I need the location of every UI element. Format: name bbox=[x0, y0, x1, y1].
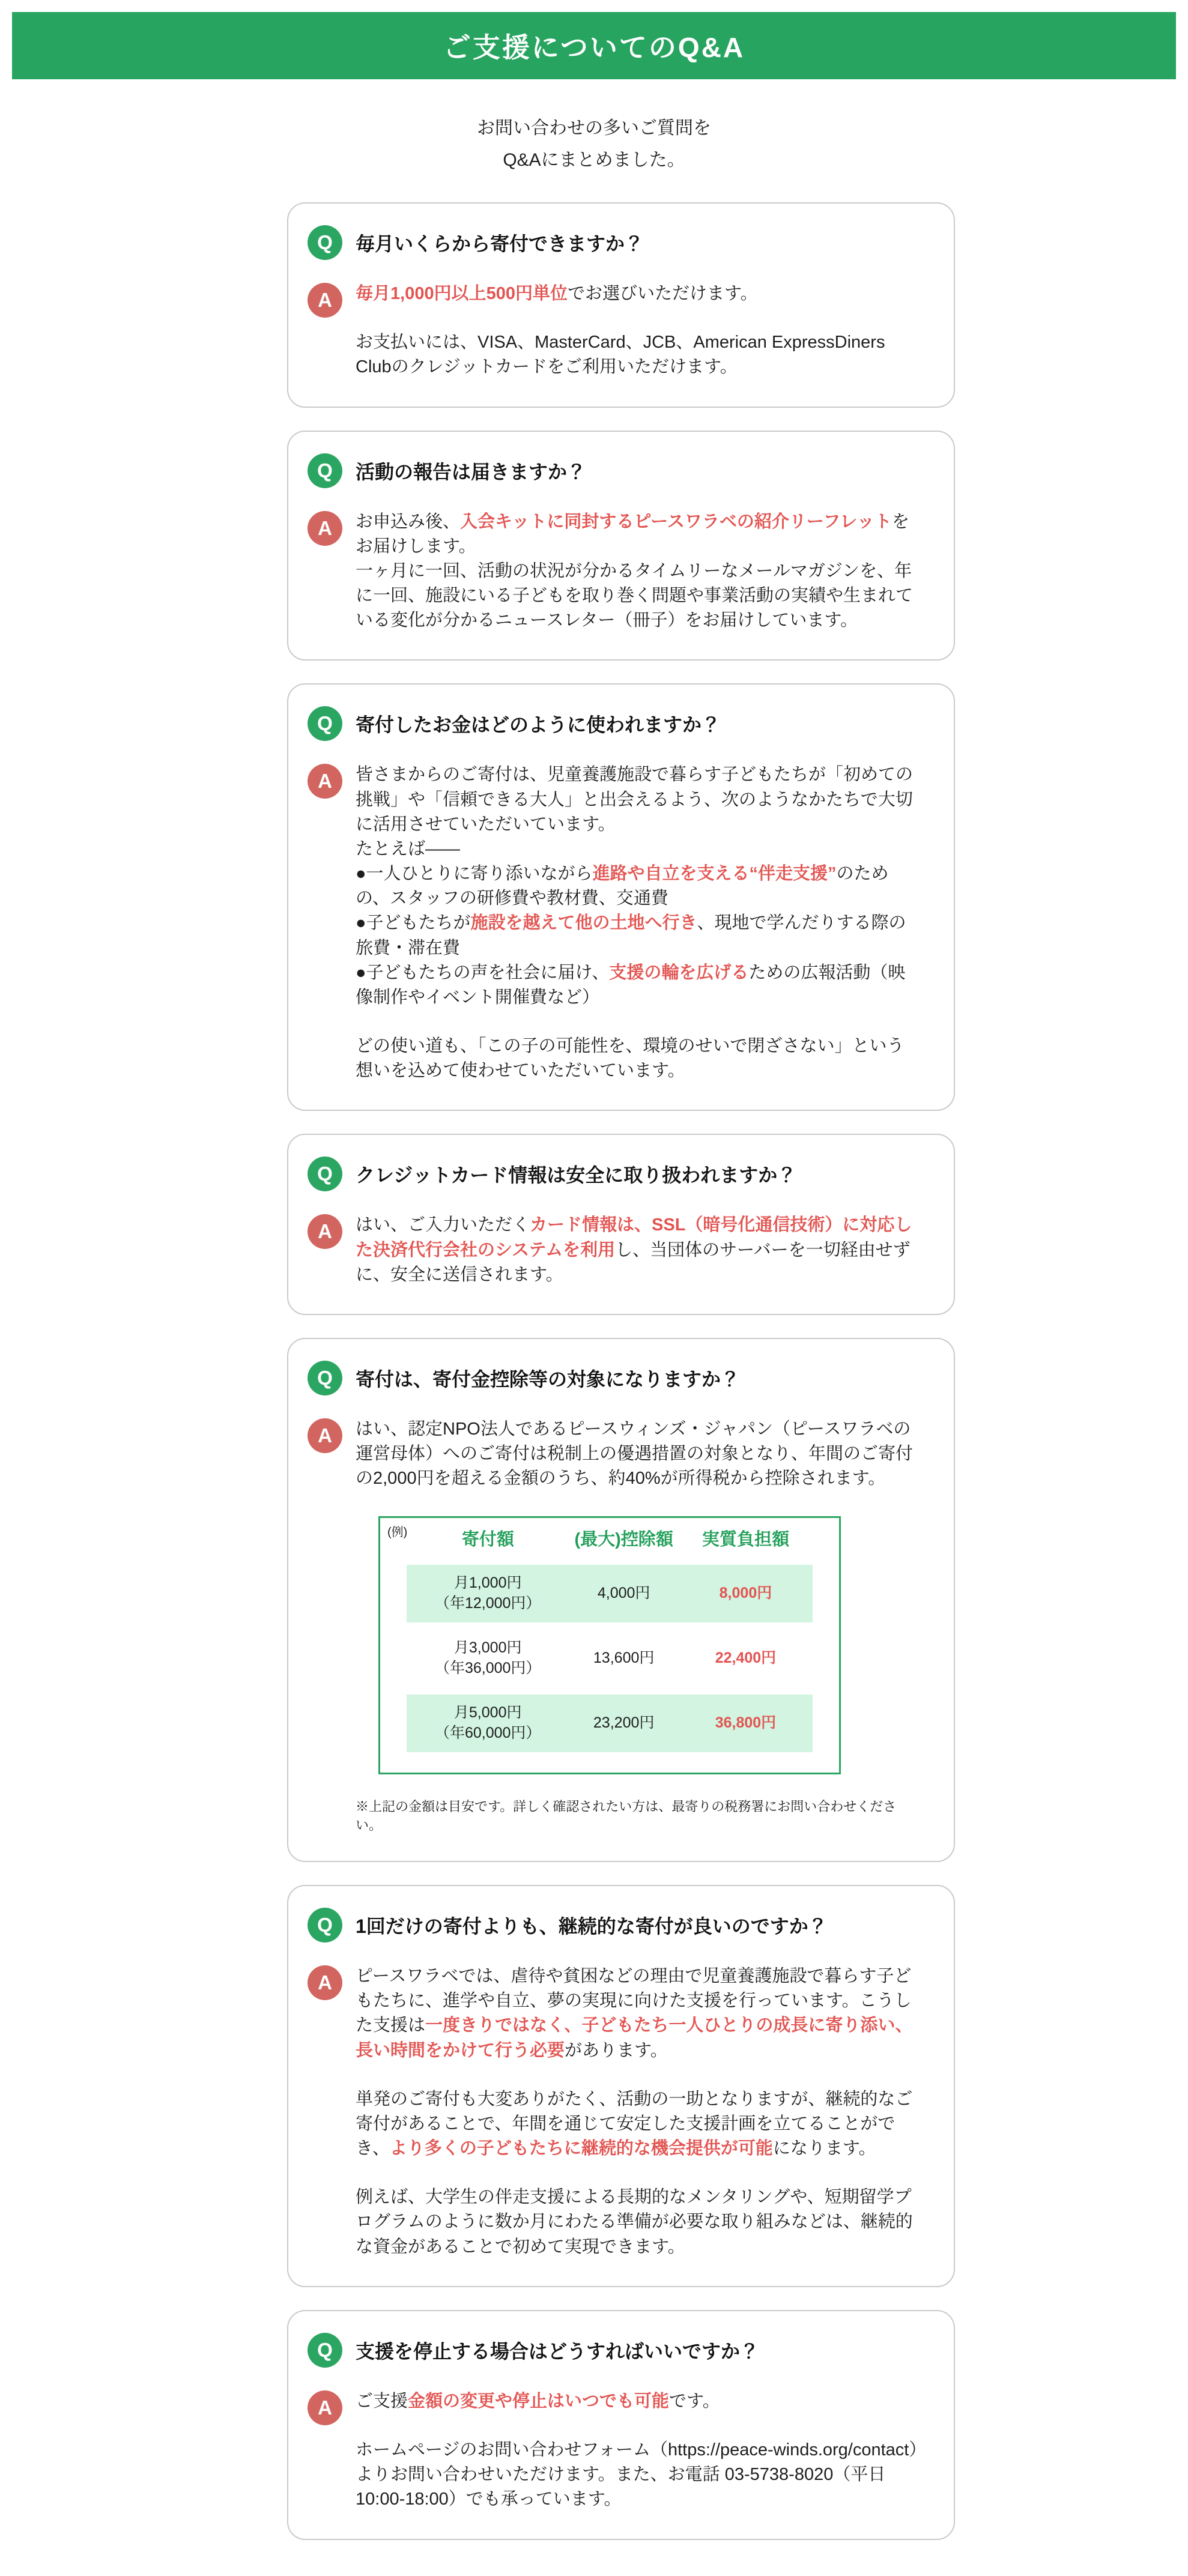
answer-text-run: ●子どもたちの声を社会に届け、 bbox=[356, 963, 610, 982]
answer-highlight-text: 入会キットに同封するピースワラベの紹介リーフレット bbox=[460, 512, 892, 531]
answer-text-run: です。 bbox=[669, 2391, 720, 2411]
yearly-amount: （年36,000円） bbox=[434, 1659, 541, 1677]
question-text: クレジットカード情報は安全に取り扱われますか？ bbox=[356, 1164, 797, 1187]
answer-text-run: お支払いには、VISA、MasterCard、JCB、American ExpressDiners Clubのクレジットカードをご利用いただけます。 bbox=[356, 333, 885, 377]
net-cost-cell: 36,800円 bbox=[715, 1714, 777, 1731]
answer-highlight-text: 毎月1,000円以上500円単位 bbox=[356, 284, 568, 303]
qa-card bbox=[287, 1885, 955, 2287]
answer-body bbox=[356, 2389, 920, 2512]
a-badge: A bbox=[308, 1418, 342, 1453]
answer-row bbox=[308, 510, 924, 633]
answer-row bbox=[308, 282, 924, 380]
q-badge: Q bbox=[308, 2333, 342, 2368]
answer-paragraph bbox=[356, 2185, 920, 2260]
intro-line-1: お問い合わせの多いご質問を bbox=[477, 118, 711, 138]
answer-paragraph bbox=[356, 2389, 920, 2414]
a-badge: A bbox=[308, 1965, 342, 2000]
answer-highlight-text: 進路や自立を支える“伴走支援” bbox=[592, 864, 837, 884]
answer-body bbox=[356, 1213, 920, 1287]
answer-text-run: のための、スタッフの研修費や教材費、交通費 bbox=[356, 864, 889, 909]
q-badge: Q bbox=[308, 1361, 342, 1395]
answer-text-run: ための広報活動（映像制作やイベント開催費など） bbox=[356, 963, 906, 1007]
yearly-amount: （年60,000円） bbox=[434, 1724, 541, 1741]
question-text: 1回だけの寄付よりも、継続的な寄付が良いのですか？ bbox=[356, 1915, 828, 1938]
q-badge: Q bbox=[308, 1156, 342, 1191]
answer-paragraph bbox=[356, 510, 920, 633]
q-badge: Q bbox=[308, 1908, 342, 1943]
qa-card bbox=[287, 1338, 955, 1862]
answer-text-run: ご支援 bbox=[356, 2391, 408, 2411]
answer-text-run: ●一人ひとりに寄り添いながら bbox=[356, 864, 593, 884]
table-footnote: ※上記の金額は目安です。詳しく確認されたい方は、最寄りの税務署にお問い合わせください。 bbox=[356, 1798, 897, 1833]
question-row bbox=[308, 225, 924, 260]
answer-highlight-text: 一度きりではなく、子どもたち一人ひとりの成長に寄り添い、長い時間をかけて行う必要 bbox=[356, 2016, 913, 2060]
answer-text-run: ●子どもたちが bbox=[356, 913, 471, 933]
q-badge: Q bbox=[308, 453, 342, 488]
question-row bbox=[308, 2333, 924, 2368]
donation-amount-cell bbox=[407, 1703, 569, 1744]
a-badge: A bbox=[308, 1214, 342, 1249]
question-row bbox=[308, 1908, 924, 1943]
question-text: 寄付したお金はどのように使われますか？ bbox=[356, 714, 721, 736]
qa-card bbox=[287, 1134, 955, 1315]
question-row bbox=[308, 706, 924, 741]
table-row bbox=[407, 1630, 813, 1687]
deduction-amount-cell: 23,200円 bbox=[593, 1714, 655, 1731]
deduction-amount-cell: 4,000円 bbox=[597, 1584, 650, 1601]
question-row bbox=[308, 453, 924, 488]
qa-card bbox=[287, 431, 955, 661]
answer-body bbox=[356, 1417, 920, 1834]
question-text: 活動の報告は届きますか？ bbox=[356, 461, 587, 483]
a-badge: A bbox=[308, 511, 342, 546]
answer-text-run: たとえば—— bbox=[356, 839, 461, 859]
question-text: 支援を停止する場合はどうすればいいですか？ bbox=[356, 2340, 760, 2362]
question-row bbox=[308, 1156, 924, 1191]
answer-text-run: をお届けします。 bbox=[356, 512, 909, 556]
example-label: (例) bbox=[387, 1526, 408, 1540]
page-banner bbox=[12, 12, 1176, 79]
answer-text-run: 例えば、大学生の伴走支援による長期的なメンタリングや、短期留学プログラムのように数か月にわたる準備が必要な取り組みなどは、継続的な資金があることで初めて実現できます。 bbox=[356, 2187, 913, 2257]
answer-row bbox=[308, 1964, 924, 2260]
answer-paragraph bbox=[356, 763, 920, 1010]
table-header-row bbox=[407, 1528, 813, 1552]
answer-row bbox=[308, 1417, 924, 1834]
question-text: 毎月いくらから寄付できますか？ bbox=[356, 233, 644, 255]
intro-line-2: Q&Aにまとめました。 bbox=[503, 150, 685, 170]
answer-highlight-text: カード情報は、SSL（暗号化通信技術）に対応した決済代行会社のシステムを利用 bbox=[356, 1215, 912, 1260]
monthly-amount: 月1,000円 bbox=[453, 1574, 522, 1591]
answer-row bbox=[308, 1213, 924, 1287]
qa-list bbox=[287, 202, 955, 2540]
question-row bbox=[308, 1361, 924, 1395]
question-text: 寄付は、寄付金控除等の対象になりますか？ bbox=[356, 1368, 741, 1390]
answer-text-run: 、現地で学んだりする際の旅費・滞在費 bbox=[356, 913, 906, 958]
table-row bbox=[407, 1565, 813, 1622]
table-header-cell: (最大)控除額 bbox=[574, 1530, 673, 1550]
answer-paragraph bbox=[356, 1213, 920, 1287]
intro-text bbox=[0, 113, 1188, 176]
answer-paragraph bbox=[356, 1964, 920, 2063]
monthly-amount: 月5,000円 bbox=[453, 1704, 522, 1721]
answer-highlight-text: 金額の変更や停止はいつでも可能 bbox=[408, 2391, 670, 2411]
answer-paragraph bbox=[356, 282, 920, 306]
donation-amount-cell bbox=[407, 1573, 569, 1614]
yearly-amount: （年12,000円） bbox=[434, 1594, 541, 1612]
answer-text-run: お申込み後、 bbox=[356, 512, 461, 531]
answer-paragraph bbox=[356, 1034, 920, 1083]
answer-paragraph bbox=[356, 2438, 920, 2512]
a-badge: A bbox=[308, 764, 342, 799]
answer-text-run: 皆さまからのご寄付は、児童養護施設で暮らす子どもたちが「初めての挑戦」や「信頼できる大人」と出会えるよう、次のようなかたちで大切に活用させていただいています。 bbox=[356, 765, 914, 834]
q-badge: Q bbox=[308, 706, 342, 741]
monthly-amount: 月3,000円 bbox=[453, 1639, 522, 1656]
answer-body bbox=[356, 1964, 920, 2260]
a-badge: A bbox=[308, 2390, 342, 2425]
answer-text-run: はい、認定NPO法人であるピースウィンズ・ジャパン（ピースワラベの運営母体）へのご寄付は税制上の優遇措置の対象となり、年間のご寄付の2,000円を超える金額のうち、約40%が所得税から控除されます。 bbox=[356, 1419, 914, 1489]
tax-example-table bbox=[378, 1516, 841, 1774]
table-header-cell: 実質負担額 bbox=[702, 1530, 789, 1550]
page-title: ご支援についてのQ&A bbox=[443, 32, 745, 63]
answer-body bbox=[356, 282, 920, 380]
deduction-amount-cell: 13,600円 bbox=[593, 1649, 655, 1666]
answer-highlight-text: 施設を越えて他の土地へ行き bbox=[470, 913, 697, 933]
qa-card bbox=[287, 2310, 955, 2540]
answer-body bbox=[356, 510, 920, 633]
a-badge: A bbox=[308, 283, 342, 318]
answer-text-run: はい、ご入力いただく bbox=[356, 1215, 530, 1235]
answer-text-run: 単発のご寄付も大変ありがたく、活動の一助となりますが、継続的なご寄付があることで、年間を通じて安定した支援計画を立てることができ、 bbox=[356, 2089, 913, 2159]
answer-body bbox=[356, 763, 920, 1083]
answer-row bbox=[308, 2389, 924, 2512]
answer-text-run: があります。 bbox=[565, 2040, 668, 2060]
answer-highlight-text: 支援の輪を広げる bbox=[609, 963, 749, 982]
net-cost-cell: 8,000円 bbox=[719, 1584, 772, 1601]
net-cost-cell: 22,400円 bbox=[715, 1649, 777, 1666]
answer-row bbox=[308, 763, 924, 1083]
donation-amount-cell bbox=[407, 1638, 569, 1679]
answer-text-run: どの使い道も、「この子の可能性を、環境のせいで閉ざさない」という想いを込めて使わせていただいています。 bbox=[356, 1036, 905, 1081]
answer-text-run: し、当団体のサーバーを一切経由せずに、安全に送信されます。 bbox=[356, 1240, 911, 1284]
qa-card bbox=[287, 683, 955, 1111]
answer-text-run: でお選びいただけます。 bbox=[567, 284, 758, 303]
answer-text-run: ホームページのお問い合わせフォーム（https://peace-winds.org/contact）よりお問い合わせいただけます。また、お電話 03-5738-8020（平日10:00-18:00）でも承っています。 bbox=[356, 2440, 918, 2509]
qa-card bbox=[287, 202, 955, 408]
answer-paragraph bbox=[356, 2087, 920, 2162]
q-badge: Q bbox=[308, 225, 342, 260]
table-header-cell: 寄付額 bbox=[461, 1530, 514, 1550]
table-row bbox=[407, 1695, 813, 1752]
answer-text-run: 一ヶ月に一回、活動の状況が分かるタイムリーなメールマガジンを、年に一回、施設にいる子どもを取り巻く問題や事業活動の実績や生まれている変化が分かるニュースレター（冊子）をお届けしています。 bbox=[356, 561, 914, 630]
answer-text-run: ピースワラベでは、虐待や貧困などの理由で児童養護施設で暮らす子どもたちに、進学や自立、夢の実現に向けた支援を行っています。こうした支援は bbox=[356, 1967, 912, 2036]
answer-highlight-text: より多くの子どもたちに継続的な機会提供が可能 bbox=[389, 2139, 773, 2159]
answer-paragraph bbox=[356, 330, 920, 379]
answer-text-run: になります。 bbox=[772, 2139, 876, 2159]
answer-paragraph bbox=[356, 1417, 920, 1492]
